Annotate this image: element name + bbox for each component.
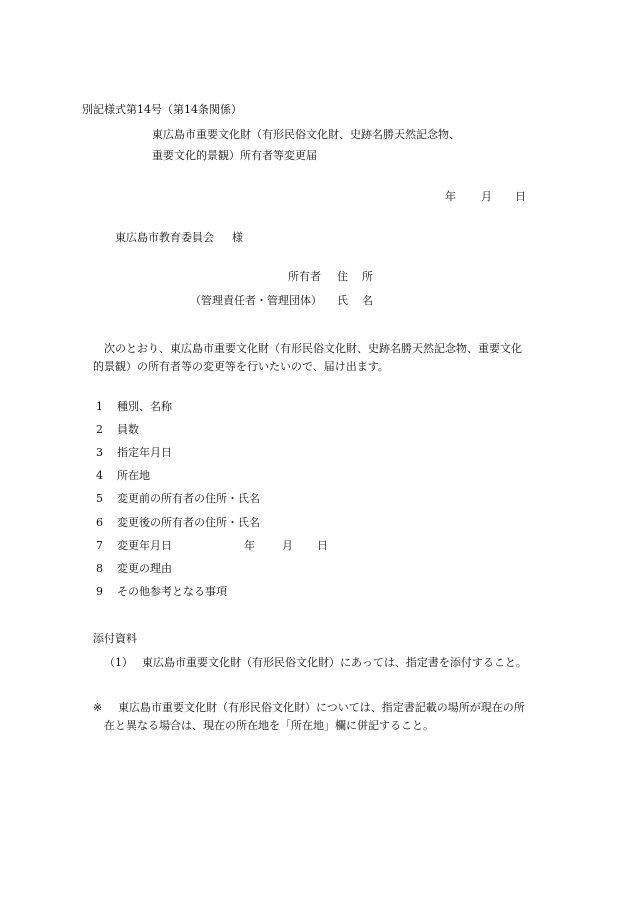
- attachment-item-text: 東広島市重要文化財（有形民俗文化財）にあっては、指定書を添付すること。: [142, 656, 527, 669]
- attachment-item-number: （1）: [104, 656, 133, 669]
- manager-name-label-2: 名: [362, 294, 373, 307]
- item-text: その他参考となる事項: [117, 585, 227, 598]
- date-month-label: 月: [481, 190, 492, 203]
- date-day-label: 日: [515, 190, 526, 203]
- item-text: 変更後の所有者の住所・氏名: [117, 516, 260, 529]
- item-number: 2: [96, 423, 103, 436]
- body-text-line2: 的景観）の所有者等の変更等を行いたいので、届け出ます。: [93, 360, 389, 373]
- owner-address-label-1: 住: [337, 270, 348, 283]
- item-text: 変更前の所有者の住所・氏名: [117, 492, 260, 505]
- owner-address-label-2: 所: [362, 270, 373, 283]
- addressee-name: 東広島市教育委員会: [115, 231, 214, 244]
- note-mark: ※: [93, 701, 103, 714]
- item-number: 7: [96, 539, 103, 552]
- note-line1: 東広島市重要文化財（有形民俗文化財）については、指定書記載の場所が現在の所: [118, 701, 525, 714]
- owner-label: 所有者: [288, 270, 321, 283]
- item-text: 員数: [117, 423, 139, 436]
- change-date-day-label: 日: [317, 539, 328, 552]
- item-number: 1: [96, 400, 103, 413]
- manager-label: （管理責任者・管理団体）: [190, 294, 322, 307]
- item-number: 8: [96, 562, 103, 575]
- item-text: 変更の理由: [117, 562, 172, 575]
- item-number: 4: [96, 469, 103, 482]
- note-line2: 在と異なる場合は、現在の所在地を「所在地」欄に併記すること。: [104, 719, 434, 732]
- item-text: 種別、名称: [117, 400, 172, 413]
- form-number: 別記様式第14号（第14条関係）: [82, 103, 242, 116]
- change-date-year-label: 年: [244, 539, 255, 552]
- addressee-honorific: 様: [232, 231, 243, 244]
- item-number: 9: [96, 585, 103, 598]
- manager-name-label-1: 氏: [337, 294, 348, 307]
- item-number: 5: [96, 492, 103, 505]
- item-text: 所在地: [117, 469, 150, 482]
- body-text-line1: 次のとおり、東広島市重要文化財（有形民俗文化財、史跡名勝天然記念物、重要文化: [104, 342, 522, 355]
- form-title-line2: 重要文化的景観）所有者等変更届: [152, 149, 317, 162]
- change-date-month-label: 月: [282, 539, 293, 552]
- item-number: 3: [96, 446, 103, 459]
- date-year-label: 年: [445, 190, 456, 203]
- item-number: 6: [96, 516, 103, 529]
- attachments-heading: 添付資料: [93, 632, 137, 645]
- item-text: 指定年月日: [117, 446, 172, 459]
- form-title-line1: 東広島市重要文化財（有形民俗文化財、史跡名勝天然記念物、: [152, 128, 460, 141]
- item-text: 変更年月日: [117, 539, 172, 552]
